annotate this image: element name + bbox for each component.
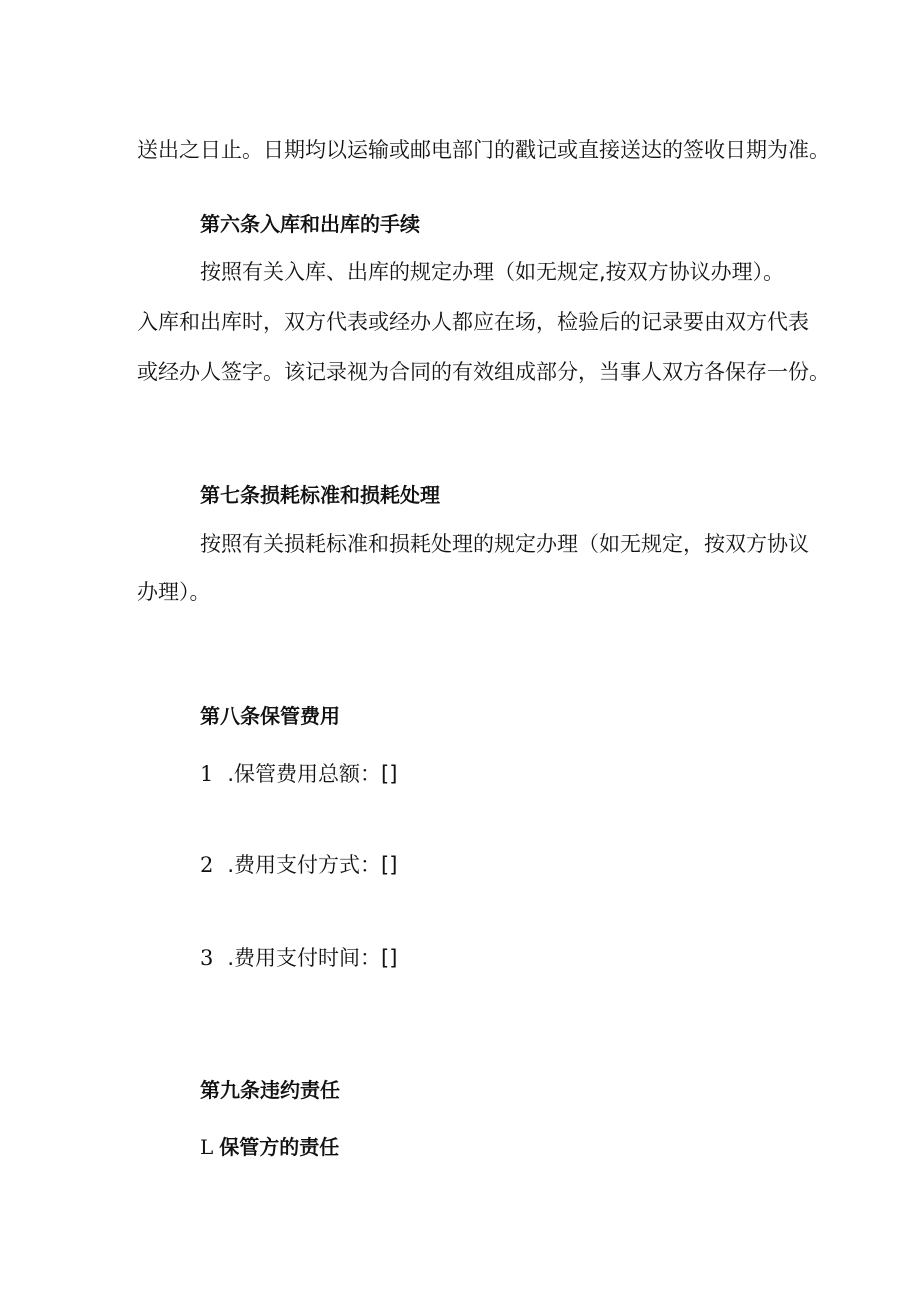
paragraph-line: 按照有关入库、出库的规定办理（如无规定,按双方协议办理）。 [200, 260, 785, 284]
list-item-number: 2 [200, 853, 214, 877]
section-heading-6: 第六条入库和出库的手续 [200, 212, 420, 236]
list-item-number: 1 [200, 762, 214, 786]
subsection-number: L [200, 1135, 214, 1159]
paragraph-line: 送出之日止。日期均以运输或邮电部门的戳记或直接送达的签收日期为准。 [137, 138, 830, 162]
subsection-title: 保管方的责任 [219, 1135, 340, 1159]
list-item-text: .费用支付方式：[] [227, 853, 398, 877]
list-item [200, 944, 397, 972]
section-heading-8: 第八条保管费用 [200, 704, 340, 728]
section-heading-9: 第九条违约责任 [200, 1078, 340, 1102]
list-item [200, 760, 397, 788]
section-heading-7: 第七条损耗标准和损耗处理 [200, 483, 440, 507]
paragraph-line: 办理）。 [137, 580, 211, 604]
subsection-heading [200, 1133, 339, 1161]
paragraph-line: 入库和出库时，双方代表或经办人都应在场，检验后的记录要由双方代表 [137, 310, 809, 334]
list-item-number: 3 [200, 946, 214, 970]
paragraph-line: 按照有关损耗标准和损耗处理的规定办理（如无规定，按双方协议 [200, 532, 809, 556]
list-item [200, 851, 397, 879]
list-item-text: .费用支付时间：[] [227, 946, 398, 970]
list-item-text: .保管费用总额：[] [227, 762, 398, 786]
paragraph-line: 或经办人签字。该记录视为合同的有效组成部分，当事人双方各保存一份。 [137, 360, 830, 384]
